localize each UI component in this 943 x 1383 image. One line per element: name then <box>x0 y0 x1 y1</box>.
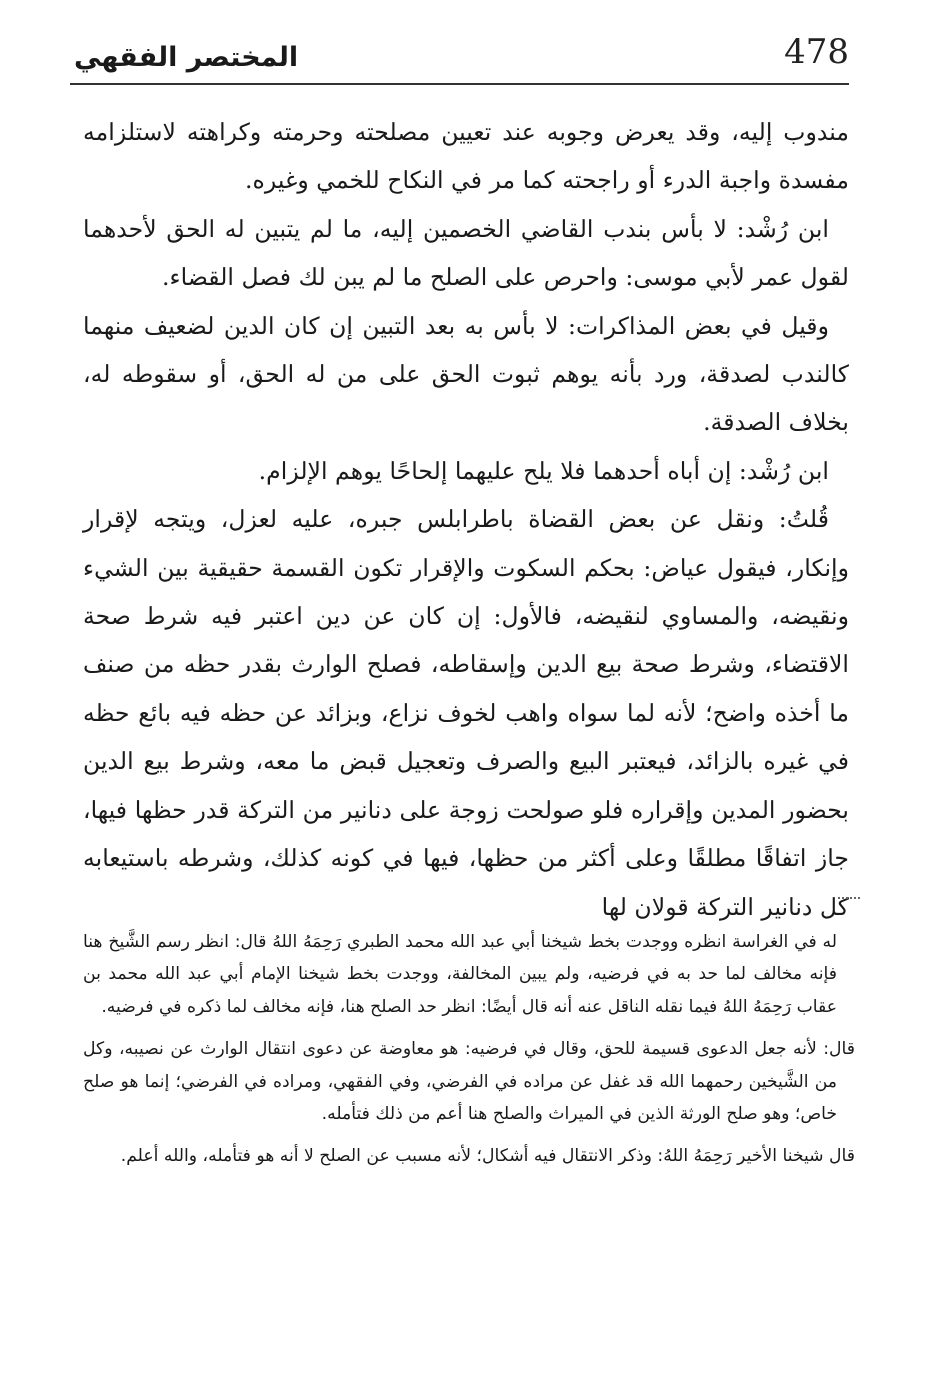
footnote-1 <box>83 926 855 1023</box>
footnote-line: له في الغراسة انظره ووجدت بخط شيخنا أبي عبد الله محمد الطبري رَحِمَهُ اللهُ قال: انظر رسم الشَّيخ <box>108 932 838 952</box>
text-line: واضح؛ لأنه لما سواه واهب لخوف نزاع، وبزائد عن حظه فيه بائع حظه في غيره <box>83 698 850 776</box>
text-line: وإقراره فلو صولحت زوجة على دنانير من التركة قدر حظها فيها، جاز اتفاقًا مطلقًا <box>83 795 850 873</box>
page-number: 478 <box>784 32 849 72</box>
footnote-3 <box>83 1140 855 1172</box>
text-line: وشرط صحة بيع الدين وإسقاطه، فصلح الوارث بقدر حظه من صنف ما أخذه <box>83 650 850 727</box>
paragraph-4 <box>83 447 849 495</box>
text-line: وعلى أكثر من حظها، فيها في كونه كذلك، وشرطه باستيعابه كل دنانير التركة قولان لها <box>83 844 849 921</box>
footnote-line: نصيبه، وكل من الشَّيخين رحمهما الله قد غفل عن مراده في الفرضي، وفي الفقهي، ومراده في <box>83 1039 838 1092</box>
footnote-line: أعلم. <box>120 1146 159 1167</box>
footnote-separator <box>838 897 860 899</box>
paragraph-1 <box>83 108 849 205</box>
text-line: ابن رُشْد: لا بأس بندب القاضي الخصمين إليه، ما لم يتبين له الحق لأحدهما لقول <box>83 214 849 292</box>
footnote-line: فرضيه. <box>101 996 154 1017</box>
text-line: مندوب إليه، وقد يعرض وجوبه عند تعيين مصلحته وحرمته وكراهته لاستلزامه <box>83 118 849 146</box>
footnote-line: الفرضي؛ إنما هو صلح خاص؛ وهو صلح الورثة الذين في الميراث والصلح هنا أعم من ذلك <box>83 1071 837 1125</box>
footnote-line: هنا فإنه مخالف لما حد به في فرضيه، ولم يبين المخالفة، ووجدت بخط شيخنا الإمام أبي عبد الله <box>83 932 837 985</box>
footnote-line: محمد بن عقاب رَحِمَهُ اللهُ فيما نقله الناقل عنه أنه قال أيضًا: انظر حد الصلح هنا، فإنه مخالف لما ذكره في <box>83 964 837 1017</box>
text-line: قُلتُ: ونقل عن بعض القضاة باطرابلس جبره، عليه لعزل، ويتجه لإقرار <box>83 505 829 534</box>
footnote-2 <box>83 1033 855 1130</box>
text-line: وإنكار، فيقول عياض: بحكم السكوت والإقرار تكون القسمة حقيقية بين الشيء <box>83 553 849 582</box>
header-rule <box>70 83 849 85</box>
paragraph-3 <box>83 302 849 447</box>
text-line: ونقيضه، والمساوي لنقيضه، فالأول: إن كان عن دين اعتبر فيه شرط صحة الاقتضاء، <box>83 602 849 679</box>
text-line: مفسدة واجبة الدرء أو راجحته كما مر في النكاح للخمي وغيره. <box>244 166 849 195</box>
text-line: الصدقة. <box>703 408 782 437</box>
footnotes <box>83 926 855 1183</box>
text-line: وقيل في بعض المذاكرات: لا بأس به بعد التبين إن كان الدين لضعيف منهما <box>83 311 829 340</box>
paragraph-5 <box>83 495 849 931</box>
text-line: كالندب لصدقة، ورد بأنه يوهم ثبوت الحق على من له الحق، أو سقوطه له، بخلاف <box>83 360 849 437</box>
text-line: بالزائد، فيعتبر البيع والصرف وتعجيل قبض ما معه، وشرط بيع الدين بحضور المدين <box>83 747 850 824</box>
paragraph-2 <box>83 205 849 302</box>
footnote-line: قال شيخنا الأخير رَحِمَهُ اللهُ: وذكر الانتقال فيه أشكال؛ لأنه مسبب عن الصلح لا أنه هو فتأمله، والله <box>163 1146 855 1167</box>
footnote-line: قال: لأنه جعل الدعوى قسيمة للحق، وقال في فرضيه: هو معاوضة عن دعوى انتقال الوارث عن <box>170 1039 855 1060</box>
main-text <box>83 108 849 931</box>
footnote-line: فتأمله. <box>321 1104 370 1125</box>
text-line: ابن رُشْد: إن أباه أحدهما فلا يلح عليهما إلحاحًا يوهم الإلزام. <box>258 456 829 485</box>
text-line: عمر لأبي موسى: واحرص على الصلح ما لم يبن لك فصل القضاء. <box>162 263 794 292</box>
running-title: المختصر الفقهي <box>74 42 299 73</box>
page-header <box>70 28 849 88</box>
